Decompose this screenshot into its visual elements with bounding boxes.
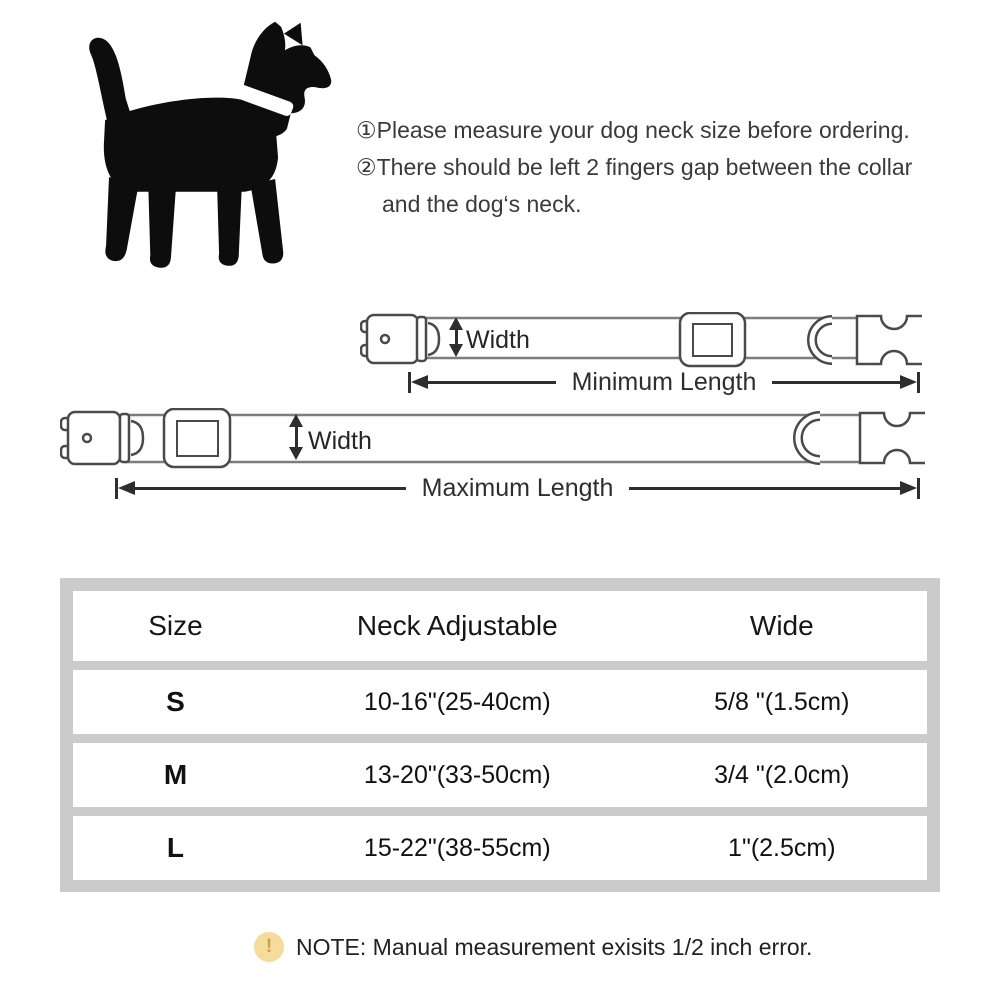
- exclamation-icon: !: [254, 932, 284, 962]
- instruction-item-1: ①Please measure your dog neck size before ordering.: [356, 117, 910, 143]
- maximum-length-label: Maximum Length: [421, 473, 614, 502]
- dog-silhouette: [48, 10, 343, 295]
- neck-value: 15-22"(38-55cm): [363, 833, 551, 862]
- size-value: S: [166, 686, 185, 717]
- minimum-length-label: Minimum Length: [571, 367, 757, 396]
- instruction-item-2: ②There should be left 2 fingers gap between the collar and the dog‘s neck.: [356, 154, 913, 217]
- table-row: [73, 743, 927, 807]
- table-row: [73, 816, 927, 880]
- size-value: M: [163, 759, 188, 790]
- minimum-length-arrow: [408, 367, 920, 396]
- neck-value: 10-16"(25-40cm): [363, 687, 551, 716]
- table-header-size: Size: [148, 610, 203, 641]
- table-header-wide: Wide: [749, 610, 814, 641]
- table-header-neck: Neck Adjustable: [356, 610, 558, 641]
- wide-value: 3/4 "(2.0cm): [714, 760, 850, 789]
- table-header-row: [73, 591, 927, 661]
- collar-diagram-max: [60, 408, 925, 470]
- width-label-max: Width: [308, 427, 372, 455]
- size-table: [60, 578, 940, 892]
- width-label-min: Width: [466, 326, 530, 354]
- width-arrow-min: [448, 317, 464, 357]
- wide-value: 1"(2.5cm): [728, 833, 836, 862]
- table-row: [73, 670, 927, 734]
- instructions: [356, 112, 946, 223]
- wide-value: 5/8 "(1.5cm): [714, 687, 850, 716]
- collar-diagram-min: [360, 312, 922, 370]
- width-arrow-max: [288, 414, 304, 460]
- dog-silhouette-graphic: [48, 10, 343, 295]
- collar-min-graphic: [360, 312, 922, 370]
- maximum-length-arrow: [115, 473, 920, 502]
- neck-value: 13-20"(33-50cm): [363, 760, 551, 789]
- size-value: L: [166, 832, 185, 863]
- collar-max-graphic: [60, 408, 925, 470]
- note-text: NOTE: Manual measurement exisits 1/2 inch error.: [296, 934, 813, 960]
